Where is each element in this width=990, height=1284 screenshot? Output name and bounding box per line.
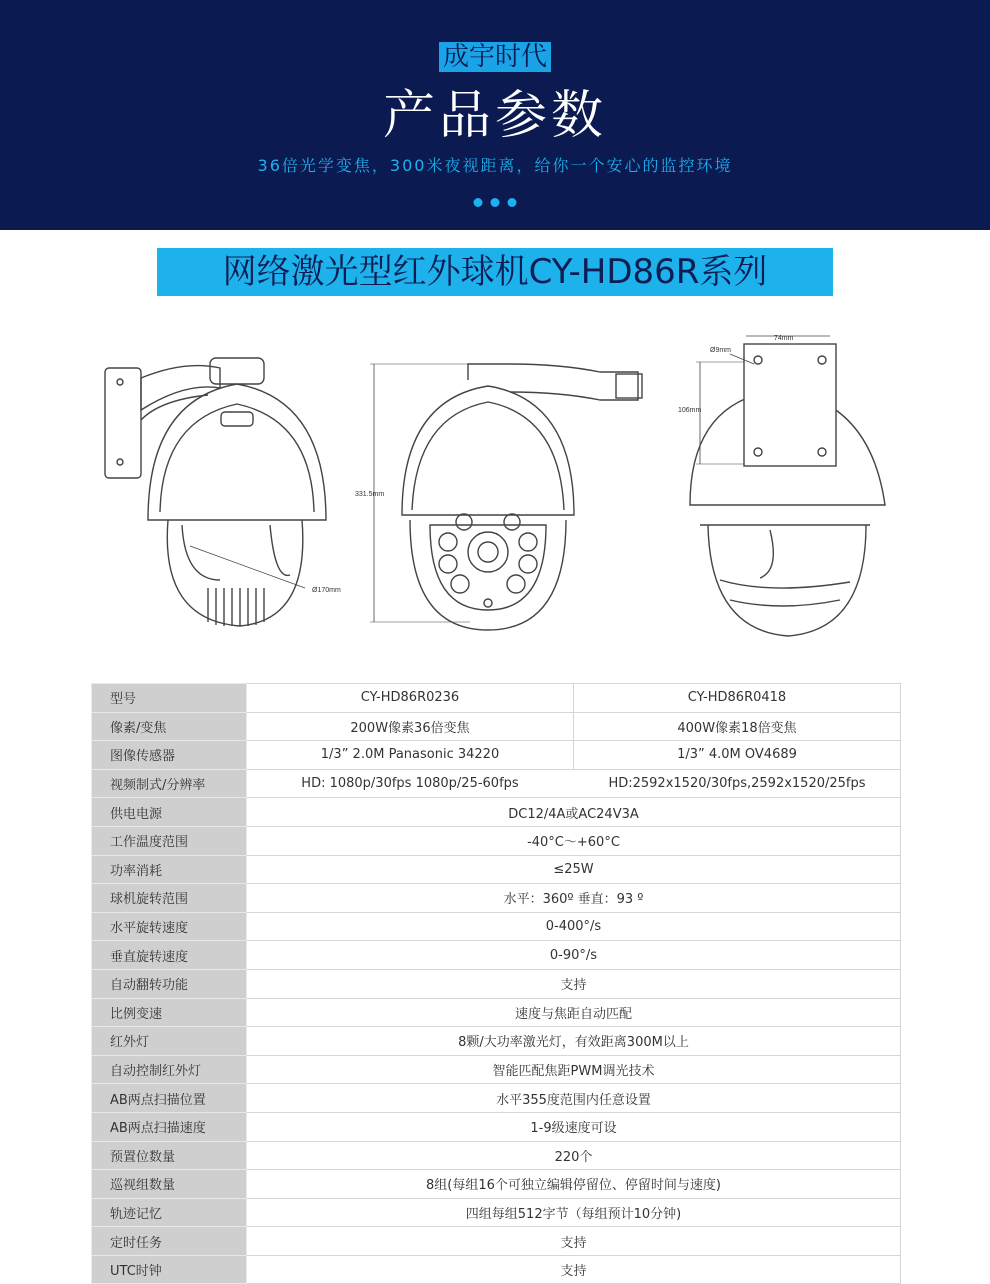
spec-value-model-a: 1/3” 2.0M Panasonic 34220 — [247, 741, 574, 770]
spec-label: 图像传感器 — [92, 741, 247, 770]
dim-diameter-label: Ø170mm — [312, 587, 341, 594]
spec-value: 四组每组512字节（每组预计10分钟) — [247, 1198, 901, 1227]
dot-icon — [508, 198, 517, 207]
spec-value: 支持 — [247, 969, 901, 998]
spec-label: UTC时钟 — [92, 1255, 247, 1284]
spec-value: 0-90°/s — [247, 941, 901, 970]
spec-row — [92, 1141, 901, 1170]
spec-row — [92, 1112, 901, 1141]
spec-row — [92, 998, 901, 1027]
spec-label: 功率消耗 — [92, 855, 247, 884]
camera-front-view — [370, 364, 642, 630]
spec-label: 自动控制红外灯 — [92, 1055, 247, 1084]
spec-label: 比例变速 — [92, 998, 247, 1027]
spec-row — [92, 1084, 901, 1113]
spec-row — [92, 912, 901, 941]
spec-table — [91, 683, 901, 1284]
header-banner — [0, 0, 990, 230]
spec-label: 红外灯 — [92, 1027, 247, 1056]
spec-row — [92, 969, 901, 998]
technical-drawings — [90, 320, 900, 650]
page-title: 产品参数 — [382, 86, 607, 146]
page-subtitle: 36倍光学变焦，300米夜视距离，给你一个安心的监控环境 — [257, 156, 733, 175]
spec-row — [92, 1055, 901, 1084]
spec-row — [92, 1198, 901, 1227]
dim-hole-label: Ø9mm — [710, 347, 731, 354]
dim-width-label: 74mm — [774, 335, 794, 342]
spec-row — [92, 712, 901, 741]
spec-value: 0-400°/s — [247, 912, 901, 941]
spec-label: AB两点扫描速度 — [92, 1112, 247, 1141]
spec-label: 垂直旋转速度 — [92, 941, 247, 970]
spec-value: 速度与焦距自动匹配 — [247, 998, 901, 1027]
spec-value-model-a: 200W像素36倍变焦 — [247, 712, 574, 741]
spec-label: AB两点扫描位置 — [92, 1084, 247, 1113]
spec-value: 智能匹配焦距PWM调光技术 — [247, 1055, 901, 1084]
spec-value: 水平355度范围内任意设置 — [247, 1084, 901, 1113]
spec-label: 供电电源 — [92, 798, 247, 827]
spec-value: ≤25W — [247, 855, 901, 884]
spec-value-model-b: CY-HD86R0418 — [574, 684, 901, 713]
spec-value: DC12/4A或AC24V3A — [247, 798, 901, 827]
spec-value-model-b: HD:2592x1520/30fps,2592x1520/25fps — [574, 769, 901, 798]
spec-label: 预置位数量 — [92, 1141, 247, 1170]
spec-value-model-a: CY-HD86R0236 — [247, 684, 574, 713]
spec-value: 1-9级速度可设 — [247, 1112, 901, 1141]
spec-row — [92, 826, 901, 855]
spec-label: 自动翻转功能 — [92, 969, 247, 998]
spec-label: 定时任务 — [92, 1227, 247, 1256]
spec-row — [92, 1027, 901, 1056]
spec-row — [92, 684, 901, 713]
series-title: 网络激光型红外球机CY-HD86R系列 — [157, 248, 833, 296]
spec-row — [92, 798, 901, 827]
spec-row — [92, 855, 901, 884]
spec-row — [92, 1170, 901, 1199]
spec-row — [92, 884, 901, 913]
camera-drawings-svg — [90, 320, 900, 650]
spec-value: 8颗/大功率激光灯，有效距离300M以上 — [247, 1027, 901, 1056]
spec-label: 像素/变焦 — [92, 712, 247, 741]
spec-label: 工作温度范围 — [92, 826, 247, 855]
spec-value-model-b: 400W像素18倍变焦 — [574, 712, 901, 741]
spec-label: 轨迹记忆 — [92, 1198, 247, 1227]
spec-value: 支持 — [247, 1255, 901, 1284]
spec-row — [92, 769, 901, 798]
spec-value: 支持 — [247, 1227, 901, 1256]
spec-value-model-a: HD: 1080p/30fps 1080p/25-60fps — [247, 769, 574, 798]
spec-label: 巡视组数量 — [92, 1170, 247, 1199]
spec-value: 8组(每组16个可独立编辑停留位、停留时间与速度) — [247, 1170, 901, 1199]
spec-row — [92, 741, 901, 770]
dim-bracket-label: 106mm — [678, 407, 702, 414]
spec-row — [92, 941, 901, 970]
camera-side-view — [105, 358, 326, 626]
spec-label: 球机旋转范围 — [92, 884, 247, 913]
decorative-dots — [474, 198, 517, 207]
spec-label: 水平旋转速度 — [92, 912, 247, 941]
dot-icon — [491, 198, 500, 207]
dot-icon — [474, 198, 483, 207]
spec-value: 220个 — [247, 1141, 901, 1170]
spec-label: 型号 — [92, 684, 247, 713]
camera-back-view — [690, 336, 885, 636]
spec-value-model-b: 1/3” 4.0M OV4689 — [574, 741, 901, 770]
dim-height-label: 331.5mm — [355, 491, 385, 498]
spec-label: 视频制式/分辨率 — [92, 769, 247, 798]
brand-name: 成宇时代 — [439, 42, 551, 72]
spec-row — [92, 1227, 901, 1256]
spec-value: -40°C～+60°C — [247, 826, 901, 855]
spec-value: 水平：360º 垂直：93 º — [247, 884, 901, 913]
